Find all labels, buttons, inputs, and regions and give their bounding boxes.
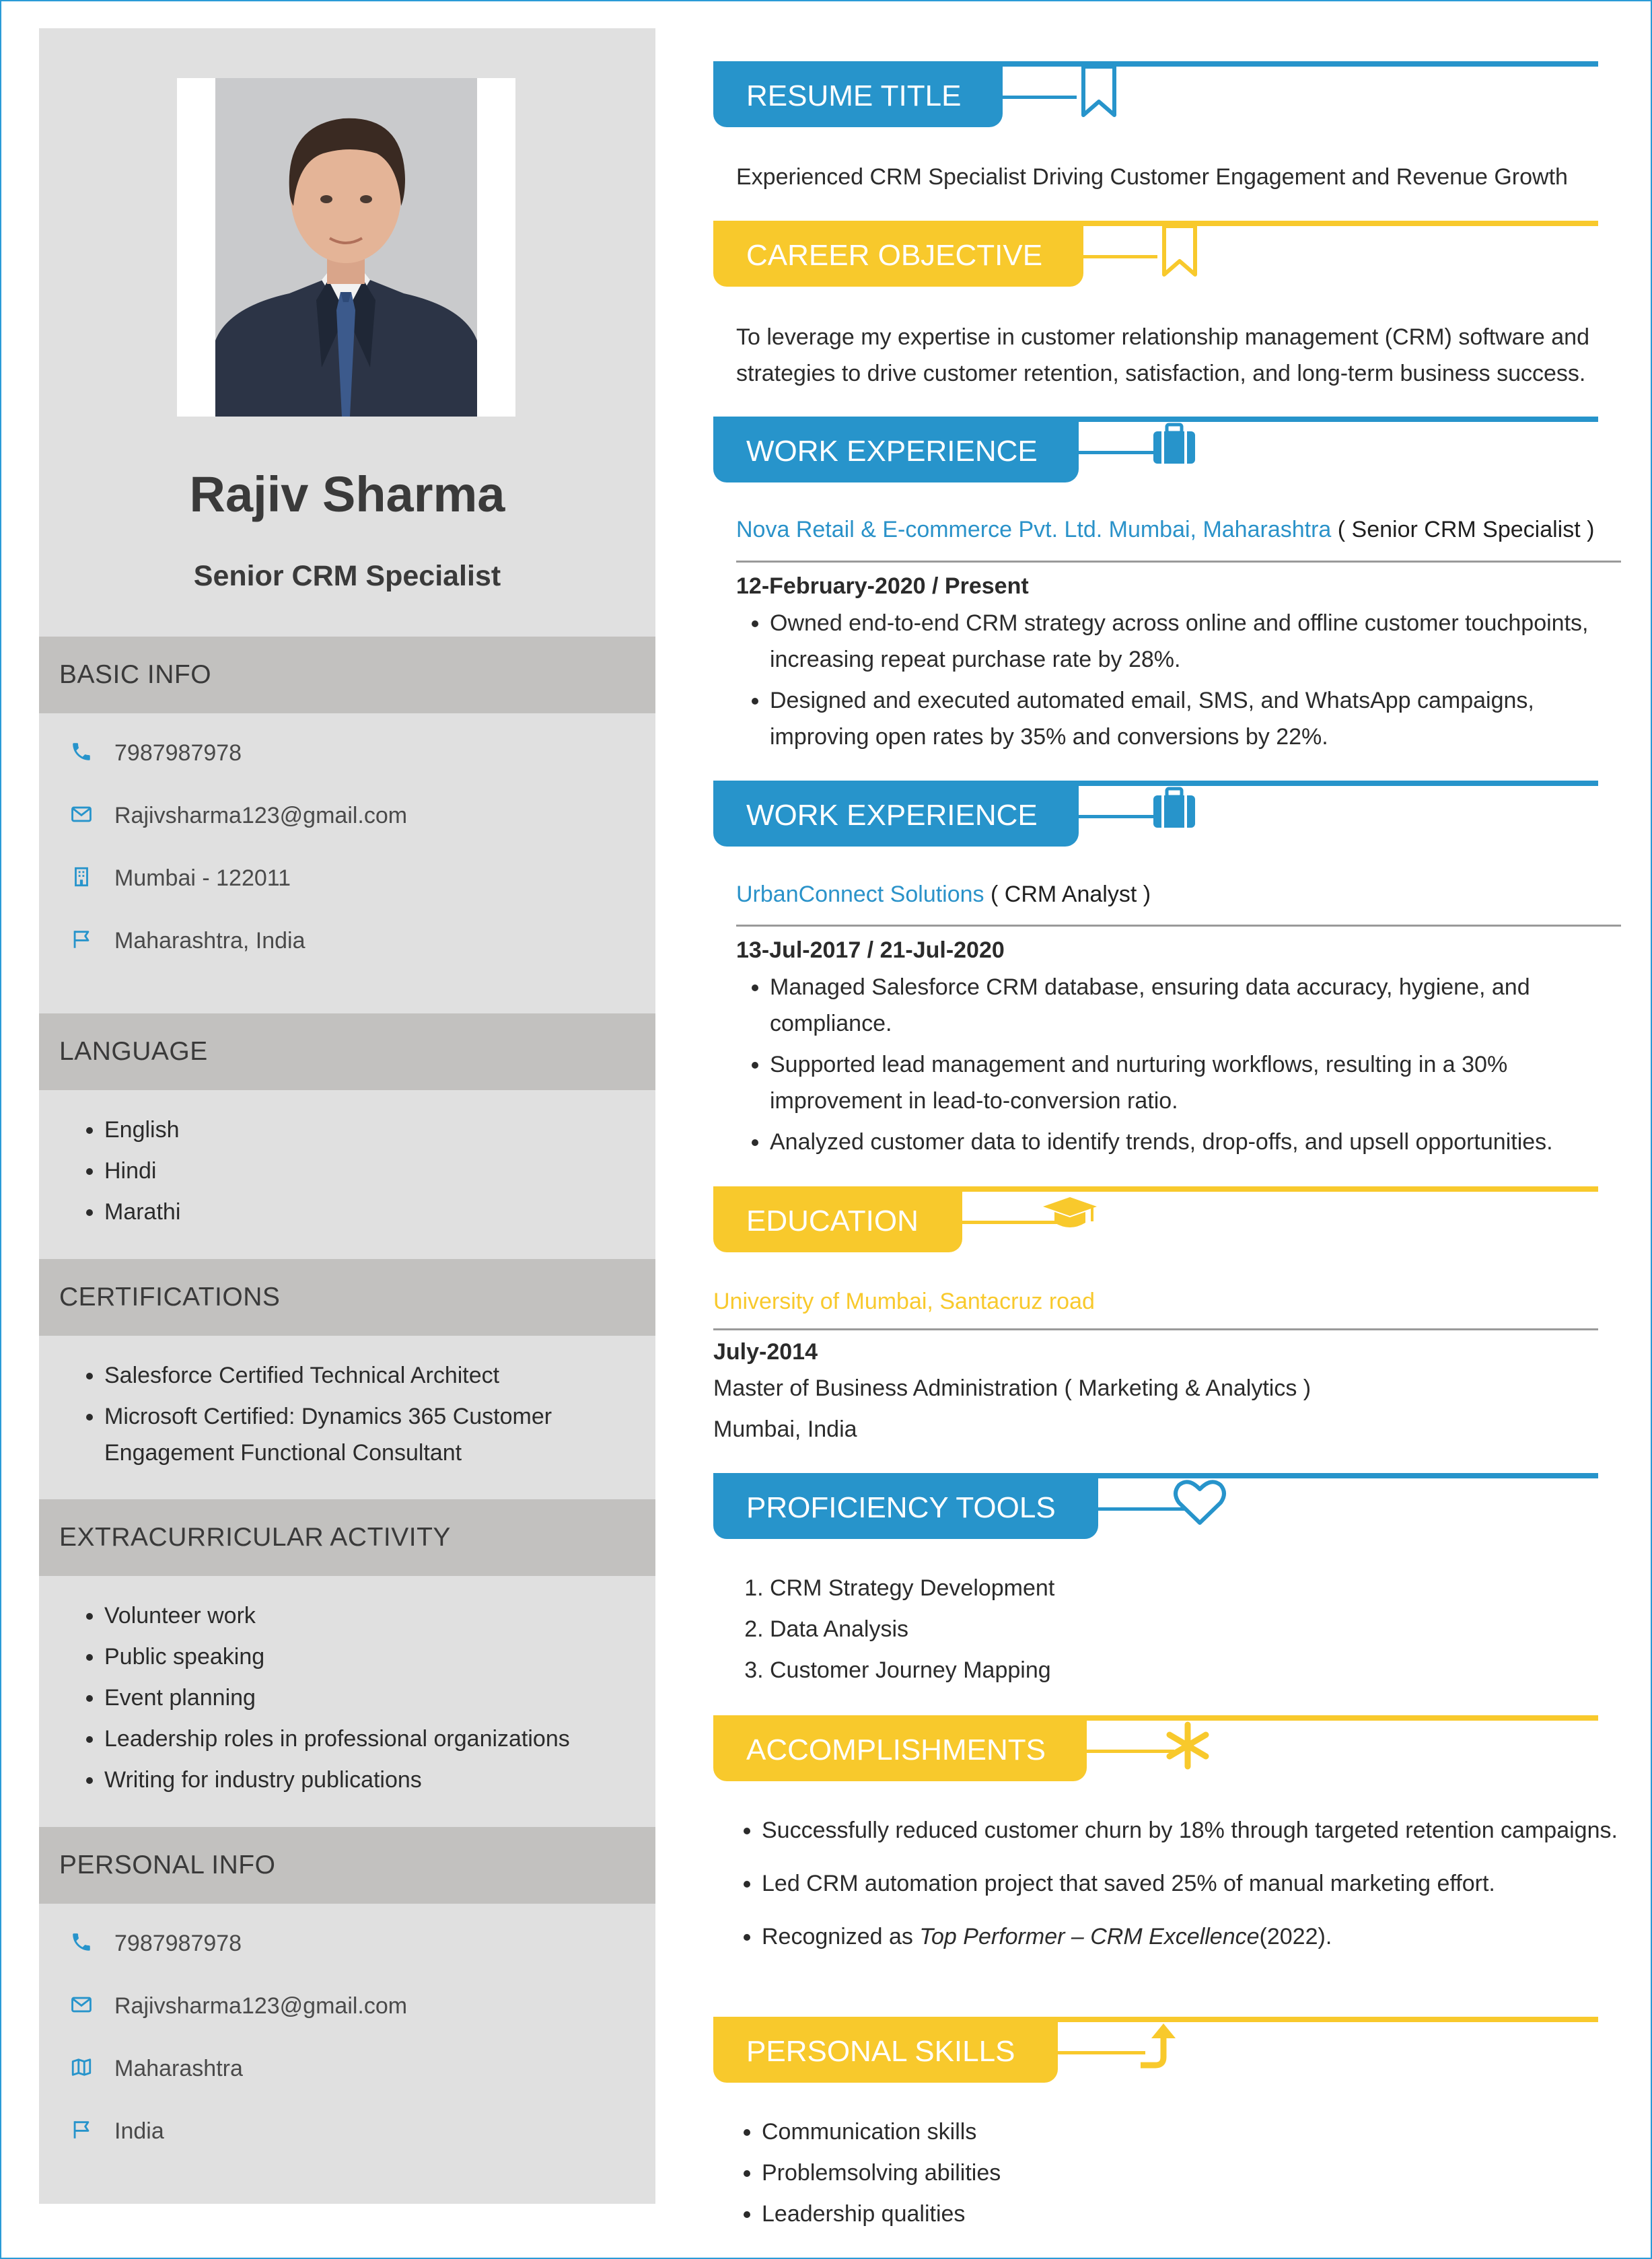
basic-info-city-text: Mumbai - 122011 (114, 865, 291, 891)
list-item: 3. Customer Journey Mapping (770, 1652, 1443, 1688)
certifications-heading: CERTIFICATIONS (39, 1259, 655, 1336)
divider (736, 561, 1621, 563)
list-item: • Recognized as Top Performer – CRM Excellence(2022). (762, 1919, 1623, 1955)
section-heading: EDUCATION (713, 1192, 962, 1252)
job-bullets (736, 969, 1631, 1165)
list-item: • Microsoft Certified: Dynamics 365 Customer Engagement Functional Consultant (104, 1398, 683, 1471)
asterisk-icon (1157, 1715, 1218, 1776)
flag-icon (70, 928, 93, 951)
extracurricular-heading: EXTRACURRICULAR ACTIVITY (39, 1499, 655, 1576)
list-item: • Problemsolving abilities (762, 2155, 1623, 2191)
resume-title-text: Experienced CRM Specialist Driving Customer Engagement and Revenue Growth (736, 164, 1568, 190)
personal-info-phone-text: 7987987978 (114, 1931, 242, 1956)
sidebar (39, 28, 655, 2204)
divider (736, 925, 1621, 927)
job-dates: 13-Jul-2017 / 21-Jul-2020 (736, 937, 1005, 963)
language-list (59, 1112, 683, 1235)
phone-icon (70, 1931, 93, 1953)
heart-icon (1170, 1473, 1230, 1534)
list-item: • Managed Salesforce CRM database, ensuring data accuracy, hygiene, and compliance. (770, 969, 1631, 1042)
company-name: UrbanConnect Solutions ( CRM Analyst ) (736, 882, 1151, 907)
basic-info-region-text: Maharashtra, India (114, 928, 306, 954)
personal-info-email-text: Rajivsharma123@gmail.com (114, 1993, 408, 2019)
job-role: ( CRM Analyst ) (984, 882, 1151, 907)
personal-info-country (39, 2114, 655, 2155)
personal-skills-list (728, 2114, 1623, 2237)
certifications-list (59, 1357, 683, 1476)
list-item: • Volunteer work (104, 1598, 683, 1634)
list-item: • Communication skills (762, 2114, 1623, 2150)
section-heading: PERSONAL SKILLS (713, 2022, 1058, 2083)
list-item: • Owned end-to-end CRM strategy across online and offline customer touchpoints, increasing repeat purchase rate by 28%. (770, 605, 1631, 678)
basic-info-region (39, 924, 655, 964)
profile-name: Rajiv Sharma (189, 466, 505, 522)
bookmark-icon (1151, 221, 1211, 281)
section-heading: ACCOMPLISHMENTS (713, 1721, 1087, 1781)
section-heading: CAREER OBJECTIVE (713, 226, 1083, 287)
award-name: Top Performer – CRM Excellence (919, 1924, 1260, 1949)
personal-info-state (39, 2052, 655, 2092)
list-item: • Public speaking (104, 1639, 683, 1675)
proficiency-tools-list (736, 1570, 1443, 1693)
personal-info-phone (39, 1927, 655, 1967)
language-heading: LANGUAGE (39, 1013, 655, 1090)
basic-info-heading: BASIC INFO (39, 637, 655, 713)
basic-info-phone-text: 7987987978 (114, 740, 242, 766)
basic-info-city (39, 861, 655, 902)
education-date: July-2014 (713, 1339, 818, 1365)
profile-photo-frame (177, 78, 515, 417)
map-icon (70, 2056, 93, 2079)
list-item: • Supported lead management and nurturing workflows, resulting in a 30% improvement in lead-to-conversion ratio. (770, 1046, 1631, 1119)
section-heading: PROFICIENCY TOOLS (713, 1478, 1098, 1539)
flag-icon (70, 2118, 93, 2141)
list-item: • Analyzed customer data to identify trends, drop-offs, and upsell opportunities. (770, 1124, 1631, 1160)
accomplishments-list (728, 1812, 1623, 1972)
job-role: ( Senior CRM Specialist ) (1331, 517, 1595, 542)
list-item: • Hindi (104, 1153, 683, 1189)
list-item: • Salesforce Certified Technical Architect (104, 1357, 683, 1394)
list-item: • Writing for industry publications (104, 1762, 683, 1798)
company-name: Nova Retail & E-commerce Pvt. Ltd. Mumbai, Maharashtra ( Senior CRM Specialist ) (736, 517, 1595, 542)
list-item: • Leadership qualities (762, 2196, 1623, 2232)
basic-info-email-text: Rajivsharma123@gmail.com (114, 803, 408, 828)
career-objective-text: To leverage my expertise in customer relationship management (CRM) software and strategies to drive customer retention, satisfaction, and long-term business success. (736, 324, 1589, 386)
building-icon (70, 865, 93, 888)
personal-info-email (39, 1989, 655, 2030)
turn-up-arrow-icon (1127, 2017, 1188, 2077)
mail-icon (70, 1993, 93, 2016)
divider (713, 1328, 1598, 1330)
profile-photo (215, 78, 477, 417)
list-item: • Leadership roles in professional organizations (104, 1721, 683, 1757)
phone-icon (70, 740, 93, 763)
job-dates: 12-February-2020 / Present (736, 573, 1029, 599)
list-item: • English (104, 1112, 683, 1148)
list-item: • Led CRM automation project that saved 25% of manual marketing effort. (762, 1865, 1623, 1902)
graduation-cap-icon (1040, 1186, 1100, 1247)
list-item: 1. CRM Strategy Development (770, 1570, 1443, 1606)
institution-name: University of Mumbai, Santacruz road (713, 1289, 1095, 1314)
list-item: 2. Data Analysis (770, 1611, 1443, 1647)
list-item: • Successfully reduced customer churn by 18% through targeted retention campaigns. (762, 1812, 1623, 1849)
personal-info-state-text: Maharashtra (114, 2056, 243, 2081)
personal-info-country-text: India (114, 2118, 164, 2144)
list-item: • Event planning (104, 1680, 683, 1716)
extracurricular-list (59, 1598, 683, 1803)
personal-info-heading: PERSONAL INFO (39, 1827, 655, 1904)
section-heading: RESUME TITLE (713, 67, 1003, 127)
briefcase-icon (1144, 781, 1205, 841)
list-item: • Designed and executed automated email, SMS, and WhatsApp campaigns, improving open rates by 35% and conversions by 22%. (770, 682, 1631, 755)
basic-info-phone (39, 736, 655, 777)
job-bullets (736, 605, 1631, 760)
mail-icon (70, 803, 93, 826)
list-item: • Marathi (104, 1194, 683, 1230)
education-location: Mumbai, India (713, 1417, 857, 1442)
basic-info-email (39, 799, 655, 839)
education-degree: Master of Business Administration ( Marketing & Analytics ) (713, 1375, 1312, 1401)
section-heading: WORK EXPERIENCE (713, 422, 1079, 482)
profile-title: Senior CRM Specialist (193, 560, 501, 592)
briefcase-icon (1144, 417, 1205, 477)
bookmark-icon (1070, 61, 1130, 122)
section-heading: WORK EXPERIENCE (713, 786, 1079, 847)
